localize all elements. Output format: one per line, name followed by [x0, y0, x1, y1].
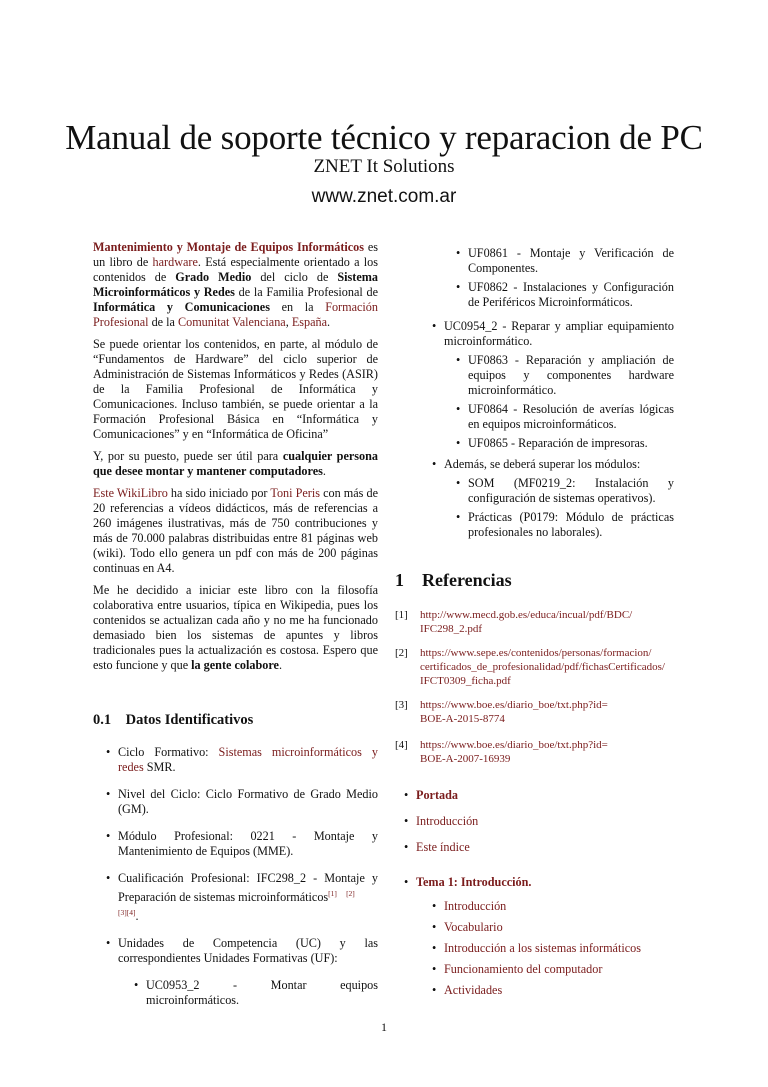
list-item [118, 745, 378, 775]
text: Y, por su puesto, puede ser útil para [93, 449, 283, 463]
section-number: 1 [395, 570, 404, 590]
nav-item [416, 814, 676, 829]
list-item: • Además, se deberá superar los módulos: [444, 457, 674, 472]
text: con más de 20 referencias a vídeos didácticos, más de referencias a 260 imágenes ilustrativas, más de 750 contribuciones y más de 70.000 palabras distribuidas entre 81 páginas web (wiki). Todo ello genera un pdf con más de 200 páginas continuas en A4. [93, 486, 378, 575]
list-item: • UC0953_2 - Montar equipos microinformáticos. [146, 978, 378, 1008]
document-url: www.znet.com.ar [311, 186, 457, 207]
uf-list-2 [468, 353, 674, 451]
document-title: Manual de soporte técnico y reparacion de PC [65, 118, 703, 157]
intro-paragraph-1 [93, 240, 378, 330]
reference-item [395, 738, 680, 766]
list-item [118, 871, 378, 924]
nav-sub-link[interactable]: Actividades [444, 983, 503, 997]
bold-text: Grado Medio [175, 270, 252, 284]
list-item: • UC0954_2 - Reparar y ampliar equipamiento microinformático. [444, 319, 674, 349]
page-number: 1 [381, 1020, 387, 1034]
intro-paragraph-2: Se puede orientar los contenidos, en parte, al módulo de “Fundamentos de Hardware” del ciclo superior de Administración de Sistemas Informáticos y Redes (ASIR) de la Familia Profesional de Informática y Comunicaciones. Incluso también, se puede orientar a la Formación Profesional Básica en “Informática y Comunicaciones” y en “Informática de Oficina” [93, 337, 378, 441]
reference-number: [1] [395, 609, 408, 621]
fp-link[interactable]: Formación Profesional [93, 300, 378, 329]
indice-link[interactable]: Este índice [416, 840, 470, 854]
nav-list [416, 788, 676, 998]
espana-link[interactable]: España [291, 315, 328, 329]
reference-number: [3] [395, 699, 408, 711]
text: ha sido iniciado por [167, 486, 271, 500]
reference-link[interactable]: https://www.boe.es/diario_boe/txt.php?id= [420, 699, 608, 711]
nav-item [416, 840, 676, 855]
datos-list [118, 745, 378, 1008]
nav-item [416, 788, 676, 803]
citation-link[interactable]: [1] [328, 889, 337, 898]
list-item: • UF0864 - Resolución de averías lógicas en equipos microinformáticos. [468, 402, 674, 432]
text: . [327, 315, 331, 329]
uf-list-1 [468, 246, 674, 310]
wikilibro-link[interactable]: Este WikiLibro [93, 486, 168, 500]
intro-paragraph-5 [93, 583, 378, 673]
introduccion-link[interactable]: Introducción [416, 814, 479, 828]
reference-number: [4] [395, 739, 408, 751]
reference-link[interactable]: http://www.mecd.gob.es/educa/incual/pdf/BDC/ [420, 609, 633, 621]
text: SMR. [143, 760, 176, 774]
section-heading-datos [93, 712, 253, 729]
author-link[interactable]: Toni Peris [270, 486, 320, 500]
list-item: • UF0862 - Instalaciones y Configuración de Periféricos Microinformáticos. [468, 280, 674, 310]
modulos-list [468, 476, 674, 540]
nav-sub-link[interactable]: Introducción a los sistemas informáticos [444, 941, 641, 955]
text: del ciclo de [251, 270, 338, 284]
text: Cualificación Profesional: IFC298_2 - Montaje y Preparación de sistemas microinformáticos [118, 871, 378, 905]
document-subtitle: ZNET It Solutions [313, 156, 455, 177]
list-item: • Prácticas (P0179: Módulo de prácticas profesionales no laborales). [468, 510, 674, 540]
portada-link[interactable]: Portada [416, 788, 458, 802]
section-number: 0.1 [93, 712, 112, 728]
reference-item [395, 608, 680, 636]
smr-link[interactable]: Sistemas microinformáticos y redes [118, 745, 378, 774]
text: . [322, 464, 326, 478]
reference-item [395, 646, 680, 688]
reference-link[interactable]: https://www.sepe.es/contenidos/personas/formacion/ [420, 647, 652, 659]
tema1-link[interactable]: Tema 1: Introducción. [416, 875, 532, 889]
citation-link[interactable]: [2] [346, 889, 355, 898]
nav-item [416, 875, 676, 890]
text: . [135, 909, 139, 924]
book-title-link[interactable]: Mantenimiento y Montaje de Equipos Informáticos [93, 240, 365, 254]
reference-number: [2] [395, 647, 408, 659]
nav-subitem [444, 899, 676, 914]
hardware-link[interactable]: hardware [152, 255, 198, 269]
reference-link[interactable]: BOE-A-2015-8774 [420, 713, 505, 725]
reference-link[interactable]: certificados_de_profesionalidad/pdf/fichasCertificados/ [420, 661, 665, 673]
list-item: • UF0865 - Reparación de impresoras. [468, 436, 674, 451]
text: Ciclo Formativo: [118, 745, 219, 759]
text: de la Familia Profesional de [234, 285, 378, 299]
list-item: • Nivel del Ciclo: Ciclo Formativo de Grado Medio (GM). [118, 787, 378, 817]
ademas-item [444, 457, 674, 472]
list-item: • UF0863 - Reparación y ampliación de equipos y componentes hardware microinformático. [468, 353, 674, 398]
text: , [285, 315, 292, 329]
nav-sub-link[interactable]: Funcionamiento del computador [444, 962, 603, 976]
nav-subitem [444, 941, 676, 956]
nav-subitem [444, 983, 676, 998]
bold-text: la gente colabore [191, 658, 279, 672]
nav-sub-link[interactable]: Vocabulario [444, 920, 503, 934]
text: . [278, 658, 282, 672]
section-title: Datos Identificativos [125, 712, 254, 728]
text: . Está especialmente orientado a los contenidos de [93, 255, 378, 284]
text: de la [148, 315, 178, 329]
reference-item [395, 698, 680, 726]
nav-subitem [444, 920, 676, 935]
bold-text: Sistema Microinformáticos y Redes [93, 270, 379, 299]
section-heading-referencias [395, 570, 512, 591]
reference-link[interactable]: https://www.boe.es/diario_boe/txt.php?id= [420, 739, 608, 751]
section-title: Referencias [422, 570, 512, 590]
list-item: • Módulo Profesional: 0221 - Montaje y Mantenimiento de Equipos (MME). [118, 829, 378, 859]
text: Me he decidido a iniciar este libro con la filosofía colaborativa entre usuarios, típica en Wikipedia, pues los contenidos se actualizan cada año y no me ha funcionado demasiado bien los sistemas de apuntes y libros tradicionales pues la actualización es costosa. Espero que esto funcione y que [93, 583, 378, 672]
intro-paragraph-3 [93, 449, 378, 479]
bold-text: Informática y Comunicaciones [93, 300, 270, 314]
citation-link[interactable]: [3][4] [118, 908, 136, 918]
text: es un libro de [93, 240, 378, 269]
reference-link[interactable]: IFC298_2.pdf [420, 623, 483, 635]
nav-sub-link[interactable]: Introducción [444, 899, 507, 913]
reference-link[interactable]: BOE-A-2007-16939 [420, 753, 511, 765]
bold-text: cualquier persona que desee montar y mantener computadores [93, 449, 378, 478]
list-item: • Unidades de Competencia (UC) y las correspondientes Unidades Formativas (UF): [118, 936, 378, 966]
comunitat-link[interactable]: Comunitat Valenciana [177, 315, 286, 329]
reference-link[interactable]: IFCT0309_ficha.pdf [420, 675, 511, 687]
text: en la [269, 300, 326, 314]
uc0954-item [444, 319, 674, 349]
intro-paragraph-4 [93, 486, 378, 576]
list-item: • SOM (MF0219_2: Instalación y configuración de sistemas operativos). [468, 476, 674, 506]
list-item: • UF0861 - Montaje y Verificación de Componentes. [468, 246, 674, 276]
left-column [93, 240, 378, 682]
nav-subitem [444, 962, 676, 977]
